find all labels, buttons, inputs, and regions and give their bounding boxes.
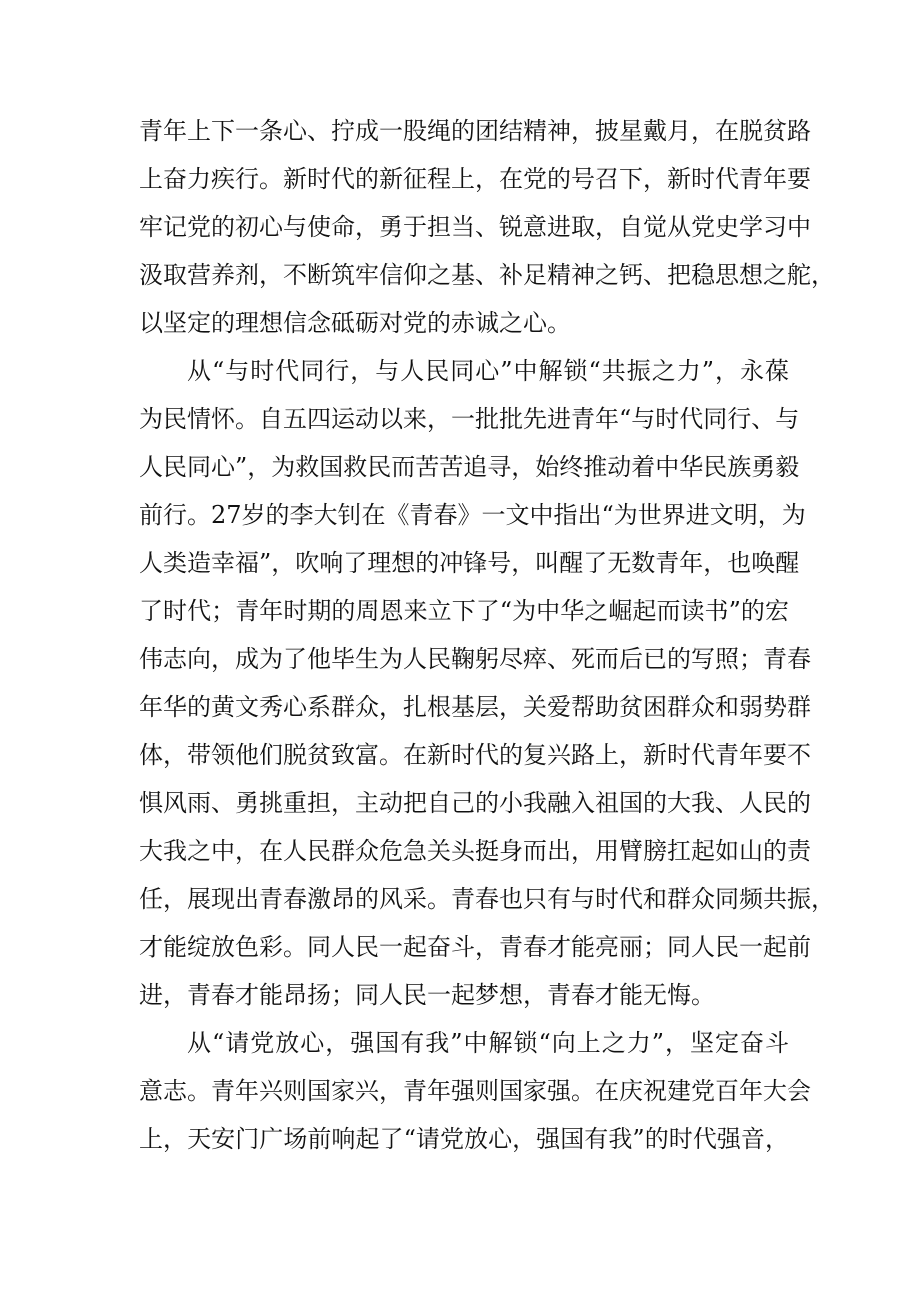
text-line: 体，带领他们脱贫致富。在新时代的复兴路上，新时代青年要不: [139, 741, 811, 769]
paragraph-start-line: 从“与时代同行，与人民同心”中解锁“共振之力”，永葆: [187, 357, 789, 385]
text-line: 伟志向，成为了他毕生为人民鞠躬尽瘁、死而后已的写照；青春: [139, 645, 811, 673]
text-line: 大我之中，在人民群众危急关头挺身而出，用臂膀扛起如山的责: [139, 837, 811, 865]
paragraph-start-line: 从“请党放心，强国有我”中解锁“向上之力”，坚定奋斗: [187, 1029, 789, 1057]
text-line: 惧风雨、勇挑重担，主动把自己的小我融入祖国的大我、人民的: [139, 789, 811, 817]
text-line: 进，青春才能昂扬；同人民一起梦想，青春才能无悔。: [139, 981, 715, 1009]
text-line: 年华的黄文秀心系群众，扎根基层，关爱帮助贫困群众和弱势群: [139, 693, 811, 721]
text-line: 意志。青年兴则国家兴，青年强则国家强。在庆祝建党百年大会: [139, 1077, 811, 1105]
text-line: 为民情怀。自五四运动以来，一批批先进青年“与时代同行、与: [139, 405, 800, 433]
body-text: [139, 107, 835, 1163]
text-line: 以坚定的理想信念砥砺对党的赤诚之心。: [139, 309, 571, 337]
text-line: 人类造幸福”，吹响了理想的冲锋号，叫醒了无数青年，也唤醒: [139, 549, 800, 577]
text-line: 前行。27岁的李大钊在《青春》一文中指出“为世界进文明，为: [139, 501, 806, 529]
text-line: 人民同心”，为救国救民而苦苦追寻，始终推动着中华民族勇毅: [139, 453, 800, 481]
text-line: 上奋力疾行。新时代的新征程上，在党的号召下，新时代青年要: [139, 165, 811, 193]
text-line: 任，展现出青春激昂的风采。青春也只有与时代和群众同频共振，: [139, 885, 835, 913]
text-line: 青年上下一条心、拧成一股绳的团结精神，披星戴月，在脱贫路: [139, 117, 811, 145]
text-line: 牢记党的初心与使命，勇于担当、锐意进取，自觉从党史学习中: [139, 213, 811, 241]
text-line: 上，天安门广场前响起了“请党放心，强国有我”的时代强音，: [139, 1125, 789, 1153]
text-line: 才能绽放色彩。同人民一起奋斗，青春才能亮丽；同人民一起前: [139, 933, 811, 961]
text-line: 汲取营养剂，不断筑牢信仰之基、补足精神之钙、把稳思想之舵，: [139, 261, 835, 289]
text-line: 了时代；青年时期的周恩来立下了“为中华之崛起而读书”的宏: [139, 597, 789, 625]
